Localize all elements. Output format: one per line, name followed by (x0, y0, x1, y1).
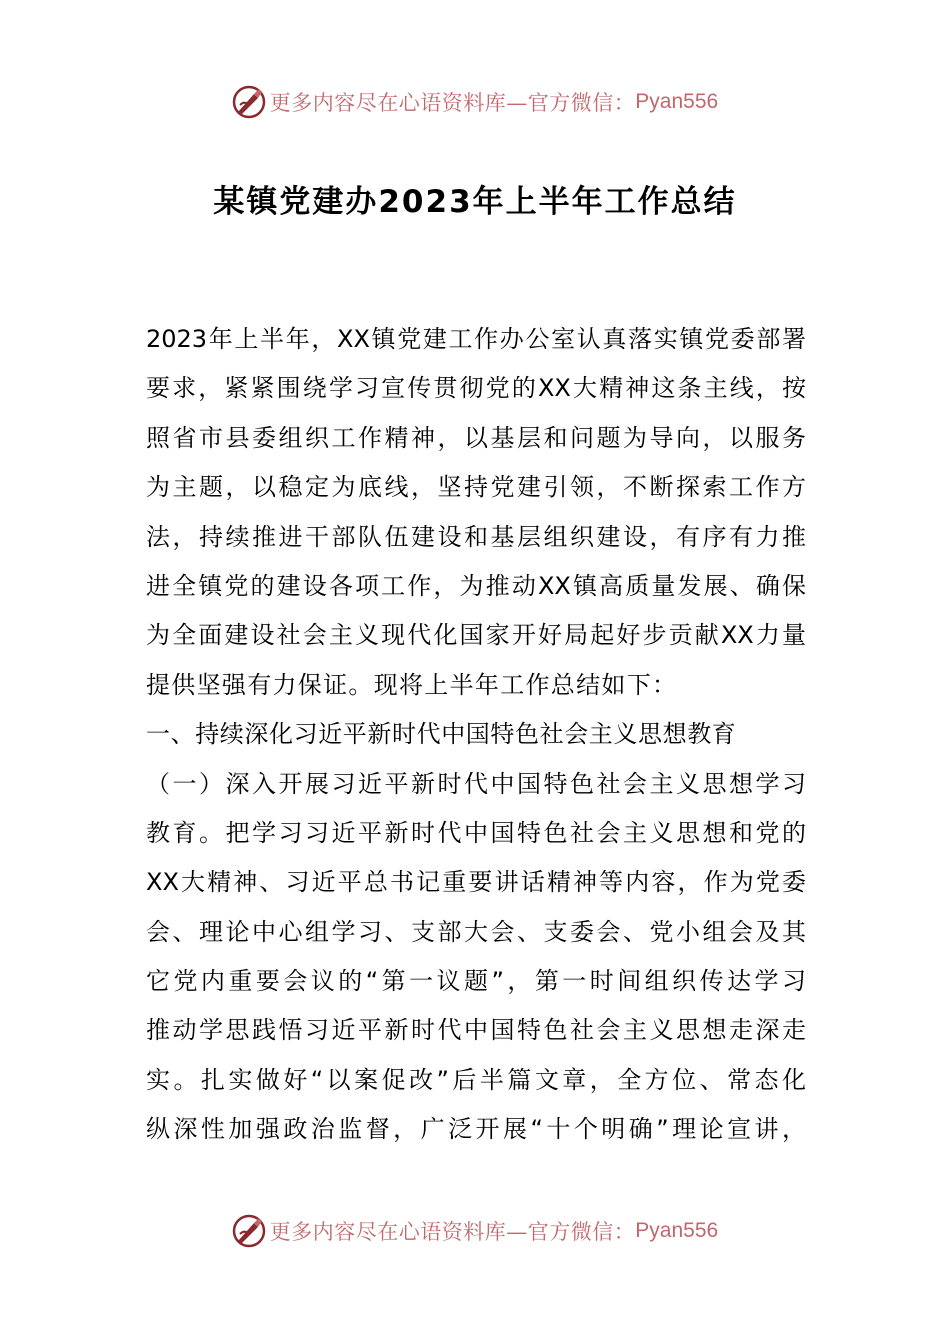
document-title: 某镇党建办2023年上半年工作总结 (213, 184, 737, 220)
watermark-text: 更多内容尽在心语资料库—官方微信： (269, 91, 636, 115)
watermark-handle: Pyan556 (635, 1219, 719, 1242)
body-line: 照省市县委组织工作精神，以基层和问题为导向，以服务 (146, 423, 806, 452)
body-line: 纵深性加强政治监督，广泛开展“十个明确”理论宣讲， (146, 1115, 806, 1144)
footer-watermark-banner (0, 1211, 950, 1251)
body-line: 要求，紧紧围绕学习宣传贯彻党的XX大精神这条主线，按 (146, 374, 806, 403)
pen-nib-logo-icon (232, 1214, 266, 1248)
body-line: 会、理论中心组学习、支部大会、支委会、党小组会及其 (146, 917, 806, 946)
body-line: （一）深入开展习近平新时代中国特色社会主义思想学习 (146, 769, 806, 798)
document-body (146, 315, 806, 1155)
body-line: XX大精神、习近平总书记重要讲话精神等内容，作为党委 (146, 868, 806, 897)
body-line: 2023年上半年，XX镇党建工作办公室认真落实镇党委部署 (146, 325, 806, 353)
body-line: 为主题，以稳定为底线，坚持党建引领，不断探索工作方 (146, 473, 806, 502)
watermark-handle: Pyan556 (635, 90, 719, 113)
header-watermark-banner (0, 82, 950, 122)
watermark-text: 更多内容尽在心语资料库—官方微信： (269, 1220, 636, 1244)
body-line: 推动学思践悟习近平新时代中国特色社会主义思想走深走 (146, 1016, 806, 1045)
section-heading: 一、持续深化习近平新时代中国特色社会主义思想教育 (146, 720, 737, 749)
body-line: 法，持续推进干部队伍建设和基层组织建设，有序有力推 (146, 522, 806, 551)
body-line: 进全镇党的建设各项工作，为推动XX镇高质量发展、确保 (146, 571, 806, 600)
pen-nib-logo-icon (232, 85, 266, 119)
body-line: 实。扎实做好“以案促改”后半篇文章，全方位、常态化 (146, 1065, 806, 1094)
body-line: 教育。把学习习近平新时代中国特色社会主义思想和党的 (146, 818, 806, 847)
body-line: 提供坚强有力保证。现将上半年工作总结如下： (146, 670, 678, 699)
body-line: 它党内重要会议的“第一议题”，第一时间组织传达学习 (146, 967, 806, 996)
body-line: 为全面建设社会主义现代化国家开好局起好步贡献XX力量 (146, 621, 806, 650)
